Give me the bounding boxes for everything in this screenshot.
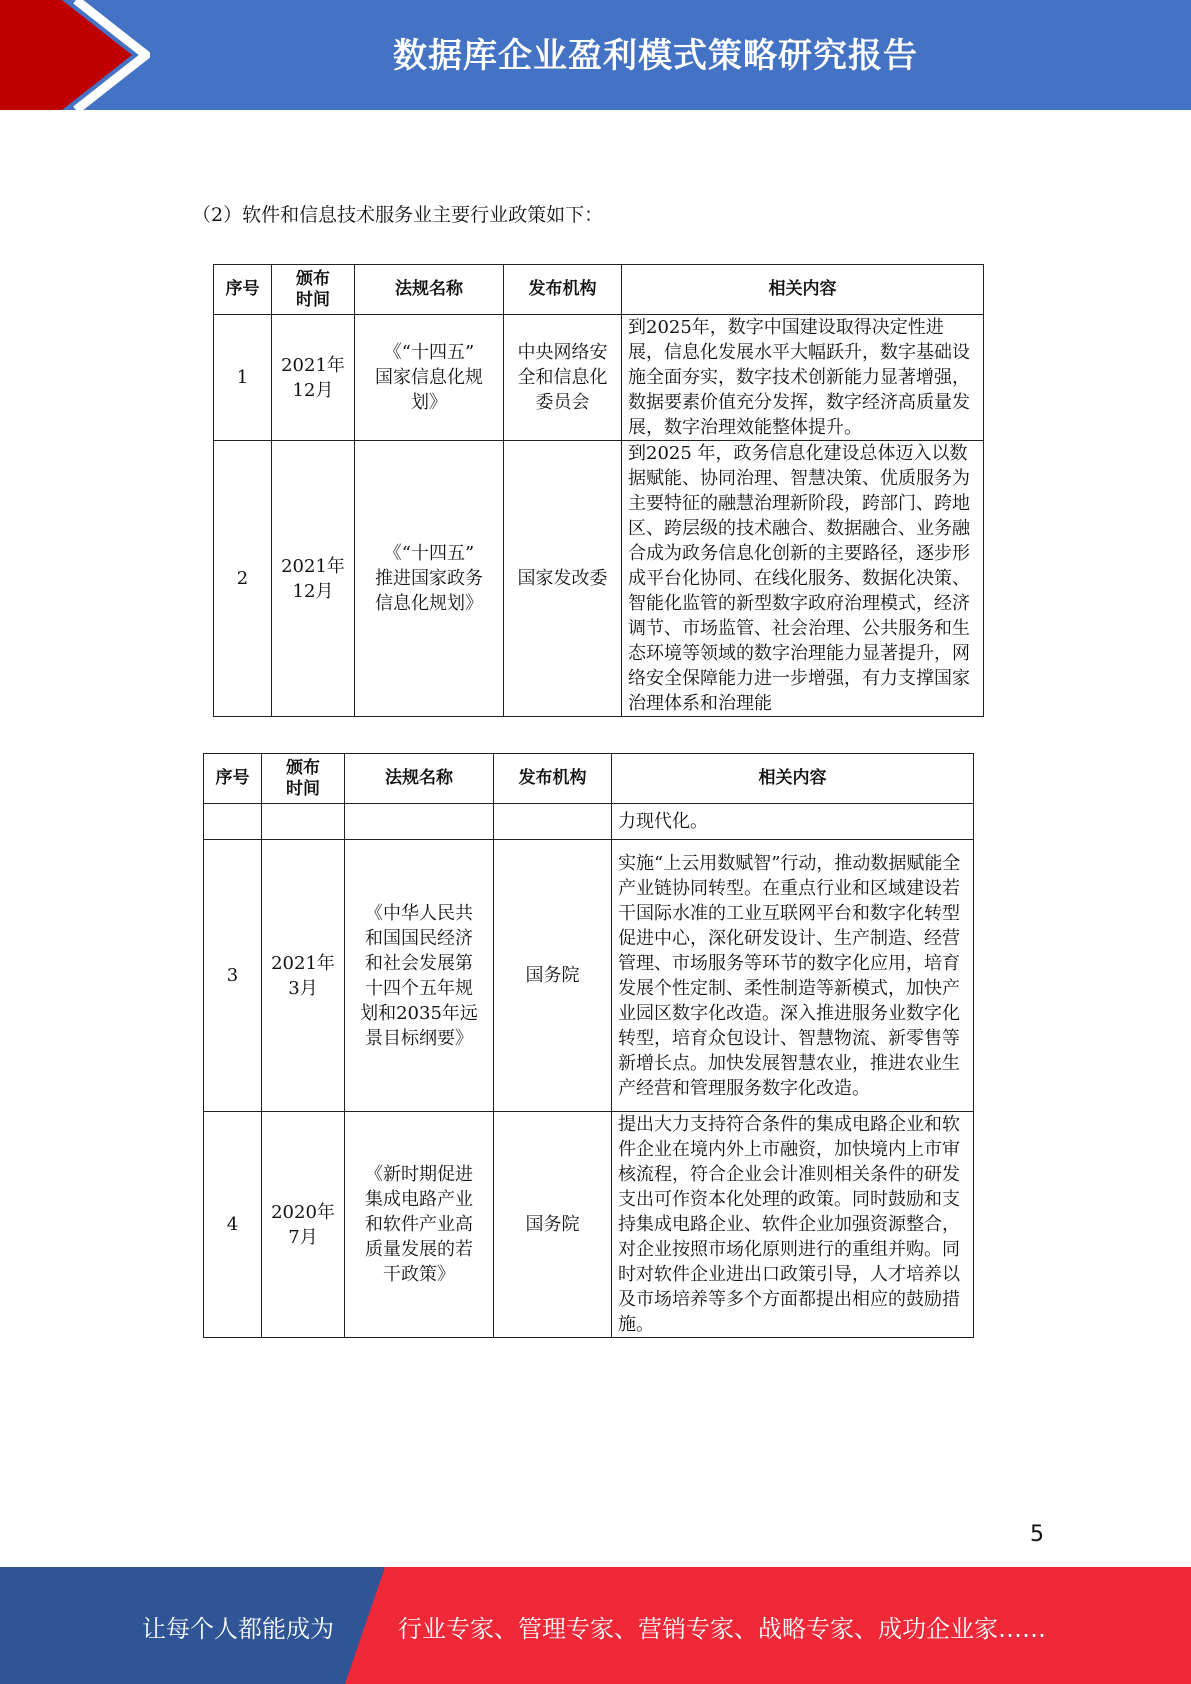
- table-row: [214, 315, 984, 441]
- header-date-line2: 时间: [296, 289, 330, 310]
- table-row: [204, 840, 974, 1112]
- table-row: [214, 441, 984, 717]
- cell-content: 到2025年，数字中国建设取得决定性进展，信息化发展水平大幅跃升，数字基础设施全面夯实，数字技术创新能力显著增强，数据要素价值充分发挥，数字经济高质量发展，数字治理效能整体提升。: [622, 315, 984, 441]
- section-intro: （2）软件和信息技术服务业主要行业政策如下：: [192, 204, 604, 226]
- footer-slogan-right: 行业专家、管理专家、营销专家、战略专家、成功企业家……: [398, 1615, 1046, 1643]
- header-issuer: 发布机构: [504, 265, 622, 315]
- cell-name: [345, 804, 494, 840]
- cell-issuer: 国务院: [494, 1112, 612, 1338]
- header-date: [262, 754, 345, 804]
- cell-issuer: 中央网络安 全和信息化 委员会: [504, 315, 622, 441]
- cell-date: [262, 804, 345, 840]
- page-number: 5: [1030, 1522, 1044, 1547]
- header-index: 序号: [214, 265, 272, 315]
- cell-name: 《中华人民共 和国国民经济 和社会发展第 十四个五年规 划和2035年远 景目标纲要》: [345, 840, 494, 1112]
- header-issuer: 发布机构: [494, 754, 612, 804]
- table-header-row: [214, 265, 984, 315]
- header-date-line2: 时间: [286, 778, 320, 799]
- cell-issuer: 国家发改委: [504, 441, 622, 717]
- header-content: 相关内容: [622, 265, 984, 315]
- cell-date: 2021年 3月: [262, 840, 345, 1112]
- cell-date: 2021年 12月: [272, 315, 355, 441]
- cell-content: 实施“上云用数赋智”行动，推动数据赋能全产业链协同转型。在重点行业和区域建设若干国际水准的工业互联网平台和数字化转型促进中心，深化研发设计、生产制造、经营管理、市场服务等环节的数字化应用，培育发展个性定制、柔性制造等新模式，加快产业园区数字化改造。深入推进服务业数字化转型，培育众包设计、智慧物流、新零售等新增长点。加快发展智慧农业，推进农业生产经营和管理服务数字化改造。: [612, 840, 974, 1112]
- table-row: [204, 804, 974, 840]
- cell-index: 3: [204, 840, 262, 1112]
- cell-index: [204, 804, 262, 840]
- header-content: 相关内容: [612, 754, 974, 804]
- header-banner: [0, 0, 1191, 110]
- header-index: 序号: [204, 754, 262, 804]
- cell-name: 《新时期促进 集成电路产业 和软件产业高 质量发展的若 干政策》: [345, 1112, 494, 1338]
- cell-content: 提出大力支持符合条件的集成电路企业和软件企业在境内外上市融资，加快境内上市审核流程，符合企业会计准则相关条件的研发支出可作资本化处理的政策。同时鼓励和支持集成电路企业、软件企业加强资源整合，对企业按照市场化原则进行的重组并购。同时对软件企业进出口政策引导，人才培养以及市场培养等多个方面都提出相应的鼓励措施。: [612, 1112, 974, 1338]
- cell-name: 《“十四五” 推进国家政务 信息化规划》: [355, 441, 504, 717]
- policy-table-1: [213, 264, 984, 717]
- header-name: 法规名称: [355, 265, 504, 315]
- report-title: 数据库企业盈利模式策略研究报告: [393, 36, 918, 76]
- cell-index: 2: [214, 441, 272, 717]
- cell-content: 到2025 年，政务信息化建设总体迈入以数据赋能、协同治理、智慧决策、优质服务为主要特征的融慧治理新阶段，跨部门、跨地区、跨层级的技术融合、数据融合、业务融合成为政务信息化创新的主要路径，逐步形成平台化协同、在线化服务、数据化决策、智能化监管的新型数字政府治理模式，经济调节、市场监管、社会治理、公共服务和生态环境等领域的数字治理能力显著提升，网络安全保障能力进一步增强，有力支撑国家治理体系和治理能: [622, 441, 984, 717]
- footer-banner: [0, 1567, 1191, 1684]
- cell-date: 2020年 7月: [262, 1112, 345, 1338]
- cell-content: 力现代化。: [612, 804, 974, 840]
- cell-date: 2021年 12月: [272, 441, 355, 717]
- header-name: 法规名称: [345, 754, 494, 804]
- table-row: [204, 1112, 974, 1338]
- header-date-line1: 颁布: [296, 268, 330, 289]
- cell-issuer: [494, 804, 612, 840]
- footer-slogan-left: 让每个人都能成为: [142, 1615, 334, 1643]
- cell-name: 《“十四五” 国家信息化规 划》: [355, 315, 504, 441]
- policy-table-2: [203, 753, 974, 1338]
- header-date-line1: 颁布: [286, 757, 320, 778]
- cell-issuer: 国务院: [494, 840, 612, 1112]
- table-header-row: [204, 754, 974, 804]
- cell-index: 1: [214, 315, 272, 441]
- header-date: [272, 265, 355, 315]
- cell-index: 4: [204, 1112, 262, 1338]
